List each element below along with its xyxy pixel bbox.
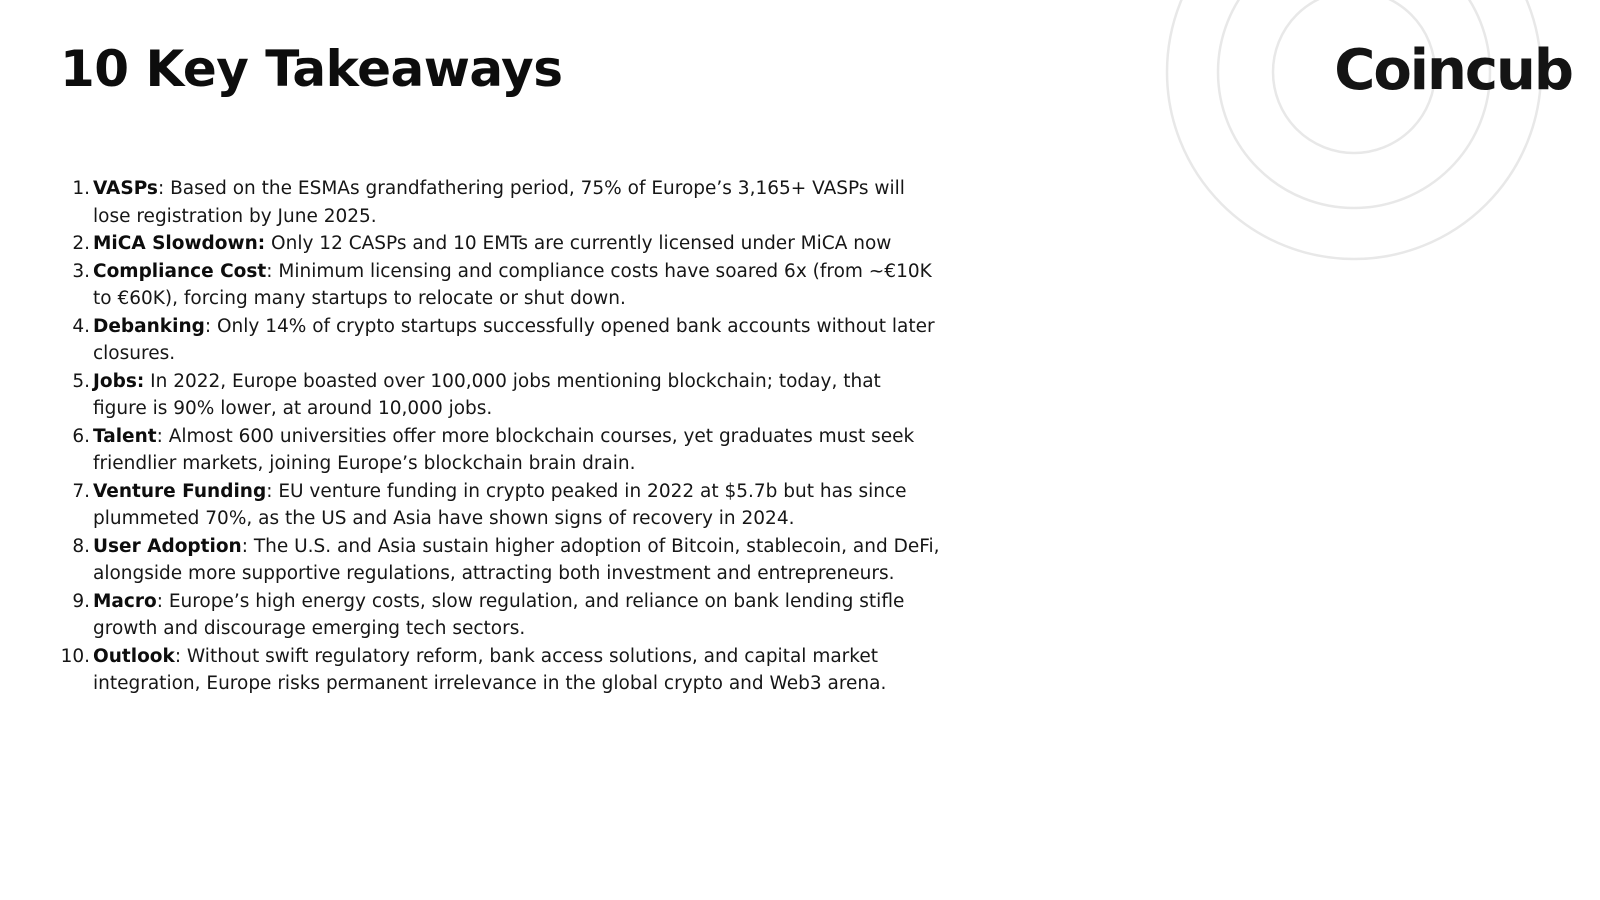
item-term: VASPs [93, 178, 158, 199]
takeaway-item [60, 643, 940, 698]
item-term: Outlook [93, 645, 175, 667]
item-text: : The U.S. and Asia sustain higher adoption of Bitcoin, stablecoin, and DeFi, alongside more supportive regulations, attracting both investment and entrepreneurs. [93, 535, 940, 584]
takeaway-item [60, 258, 940, 313]
item-number: 5. [72, 370, 90, 392]
item-number: 3. [72, 260, 90, 282]
item-term: Venture Funding [93, 480, 267, 502]
item-text: : Without swift regulatory reform, bank access solutions, and capital market integration, Europe risks permanent irrelevance in the global crypto and Web3 arena. [93, 645, 887, 694]
item-text: Only 12 CASPs and 10 EMTs are currently licensed under MiCA now [265, 233, 892, 254]
page-title: 10 Key Takeaways [60, 40, 563, 98]
item-number: 6. [72, 425, 90, 447]
ring-middle [1218, 0, 1490, 208]
item-text: : Based on the ESMAs grandfathering period, 75% of Europe’s 3,165+ VASPs will lose registration by June 2025. [93, 178, 905, 227]
item-text: : EU venture funding in crypto peaked in 2022 at $5.7b but has since plummeted 70%, as the US and Asia have shown signs of recovery in 2024. [93, 480, 907, 529]
item-number: 9. [72, 590, 90, 612]
item-term: Jobs: [93, 370, 145, 392]
takeaway-item [60, 533, 940, 588]
item-number: 2. [72, 233, 90, 254]
item-text: : Almost 600 universities offer more blockchain courses, yet graduates must seek friendlier markets, joining Europe’s blockchain brain drain. [93, 425, 915, 474]
item-text: : Only 14% of crypto startups successfully opened bank accounts without later closures. [93, 315, 935, 364]
item-text: : Europe’s high energy costs, slow regulation, and reliance on bank lending stifle growth and discourage emerging tech sectors. [93, 590, 905, 639]
item-number: 8. [72, 535, 90, 557]
item-number: 4. [72, 315, 90, 337]
takeaway-item [60, 423, 940, 478]
item-term: Macro [93, 590, 157, 612]
item-number: 10. [60, 645, 90, 667]
item-term: User Adoption [93, 535, 242, 557]
item-number: 7. [72, 480, 90, 502]
takeaway-item [60, 175, 940, 230]
takeaway-item [60, 368, 940, 423]
coincub-logo: Coincub [1334, 38, 1572, 103]
item-term: Debanking [93, 315, 205, 337]
takeaway-item [60, 588, 940, 643]
takeaway-item [60, 230, 940, 258]
takeaway-item [60, 313, 940, 368]
item-term: Compliance Cost [93, 260, 267, 282]
takeaways-list [60, 175, 940, 698]
item-term: Talent [93, 425, 157, 447]
item-text: In 2022, Europe boasted over 100,000 jobs mentioning blockchain; today, that figure is 90% lower, at around 10,000 jobs. [93, 370, 881, 419]
item-term: MiCA Slowdown: [93, 233, 266, 254]
item-text: : Minimum licensing and compliance costs have soared 6x (from ~€10K to €60K), forcing many startups to relocate or shut down. [93, 260, 932, 309]
takeaway-item [60, 478, 940, 533]
item-number: 1. [72, 178, 90, 199]
